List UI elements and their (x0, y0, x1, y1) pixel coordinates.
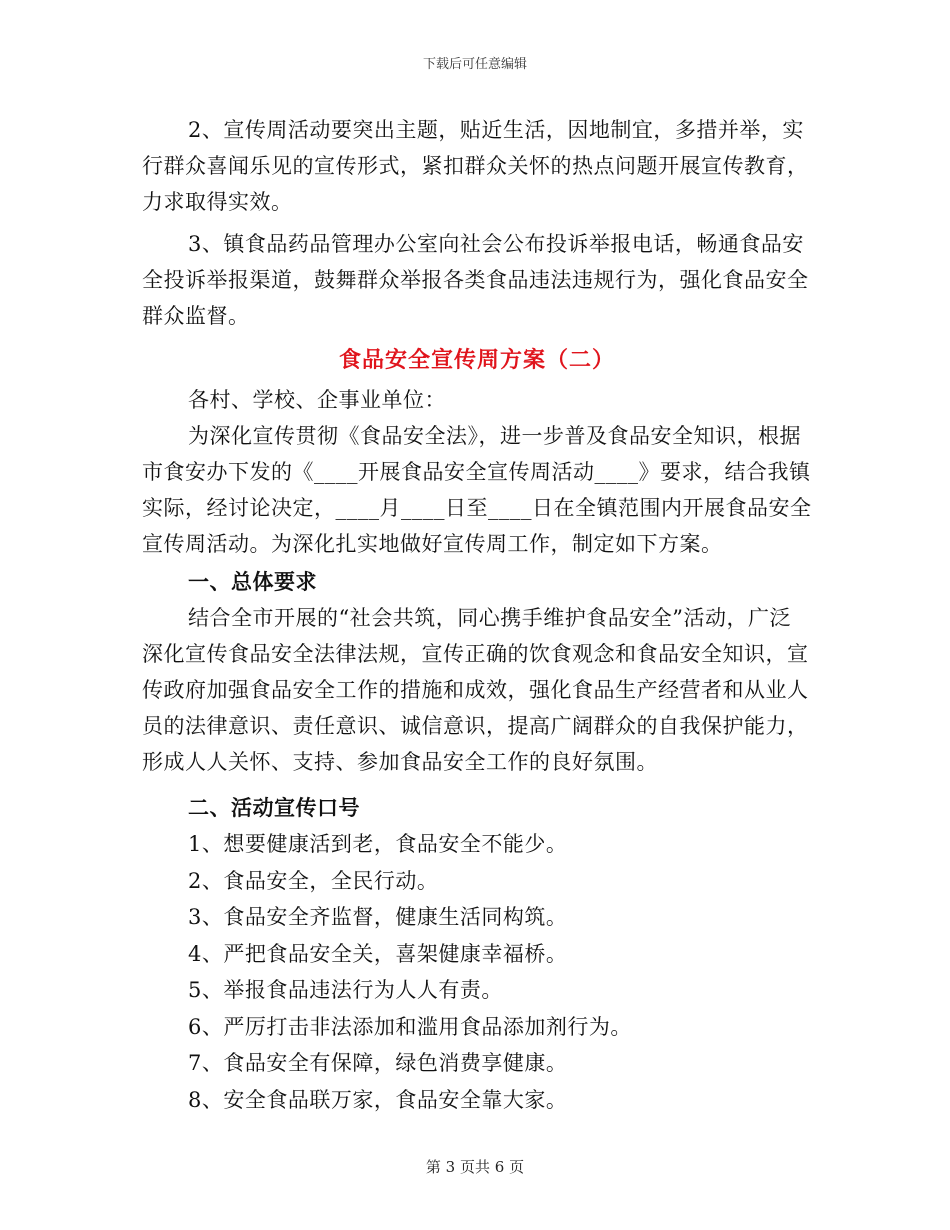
section-heading-overall: 一、总体要求 (188, 569, 317, 594)
salutation: 各村、学校、企事业单位： (188, 388, 446, 412)
document-body (142, 112, 812, 1118)
page-footer: 第 3 页共 6 页 (425, 1158, 525, 1176)
section-body-overall: 结合全市开展的“社会共筑，同心携手维护食品安全”活动，广泛深化宣传食品安全法律法规，宣传正确的饮食观念和食品安全知识，宣传政府加强食品安全工作的措施和成效，强化食品生产经营者和从业人员的法律意识、责任意识、诚信意识，提高广阔群众的自我保护能力，形成人人关怀、支持、参加食品安全工作的良好氛围。 (142, 606, 809, 774)
slogan-item: 5、举报食品违法行为人人有责。 (188, 978, 503, 1002)
page-header: 下载后可任意编辑 (422, 57, 527, 72)
paragraph-item-3: 3、镇食品药品管理办公室向社会公布投诉举报电话，畅通食品安全投诉举报渠道，鼓舞群众举报各类食品违法违规行为，强化食品安全群众监督。 (142, 232, 809, 328)
slogan-item: 4、严把食品安全关，喜架健康幸福桥。 (188, 941, 568, 966)
slogan-item: 7、食品安全有保障，绿色消费享健康。 (188, 1051, 568, 1075)
slogan-item: 8、安全食品联万家，食品安全靠大家。 (188, 1087, 568, 1112)
document-title: 食品安全宣传周方案（二） (338, 347, 615, 373)
section-heading-slogans: 二、活动宣传口号 (188, 795, 360, 820)
intro-paragraph: 为深化宣传贯彻《食品安全法》，进一步普及食品安全知识，根据市食安办下发的《____开展食品安全宣传周活动____》要求，结合我镇实际，经讨论决定，____月____日至____日在全镇范围内开展食品安全宣传周活动。为深化扎实地做好宣传周工作，制定如下方案。 (142, 424, 812, 556)
slogan-item: 6、严厉打击非法添加和滥用食品添加剂行为。 (188, 1014, 632, 1039)
paragraph-item-2: 2、宣传周活动要突出主题，贴近生活，因地制宜，多措并举，实行群众喜闻乐见的宣传形式，紧扣群众关怀的热点问题开展宣传教育，力求取得实效。 (142, 118, 809, 214)
slogan-item: 1、想要健康活到老，食品安全不能少。 (188, 832, 568, 856)
slogan-item: 2、食品安全，全民行动。 (188, 868, 439, 893)
slogan-item: 3、食品安全齐监督，健康生活同构筑。 (188, 905, 568, 929)
